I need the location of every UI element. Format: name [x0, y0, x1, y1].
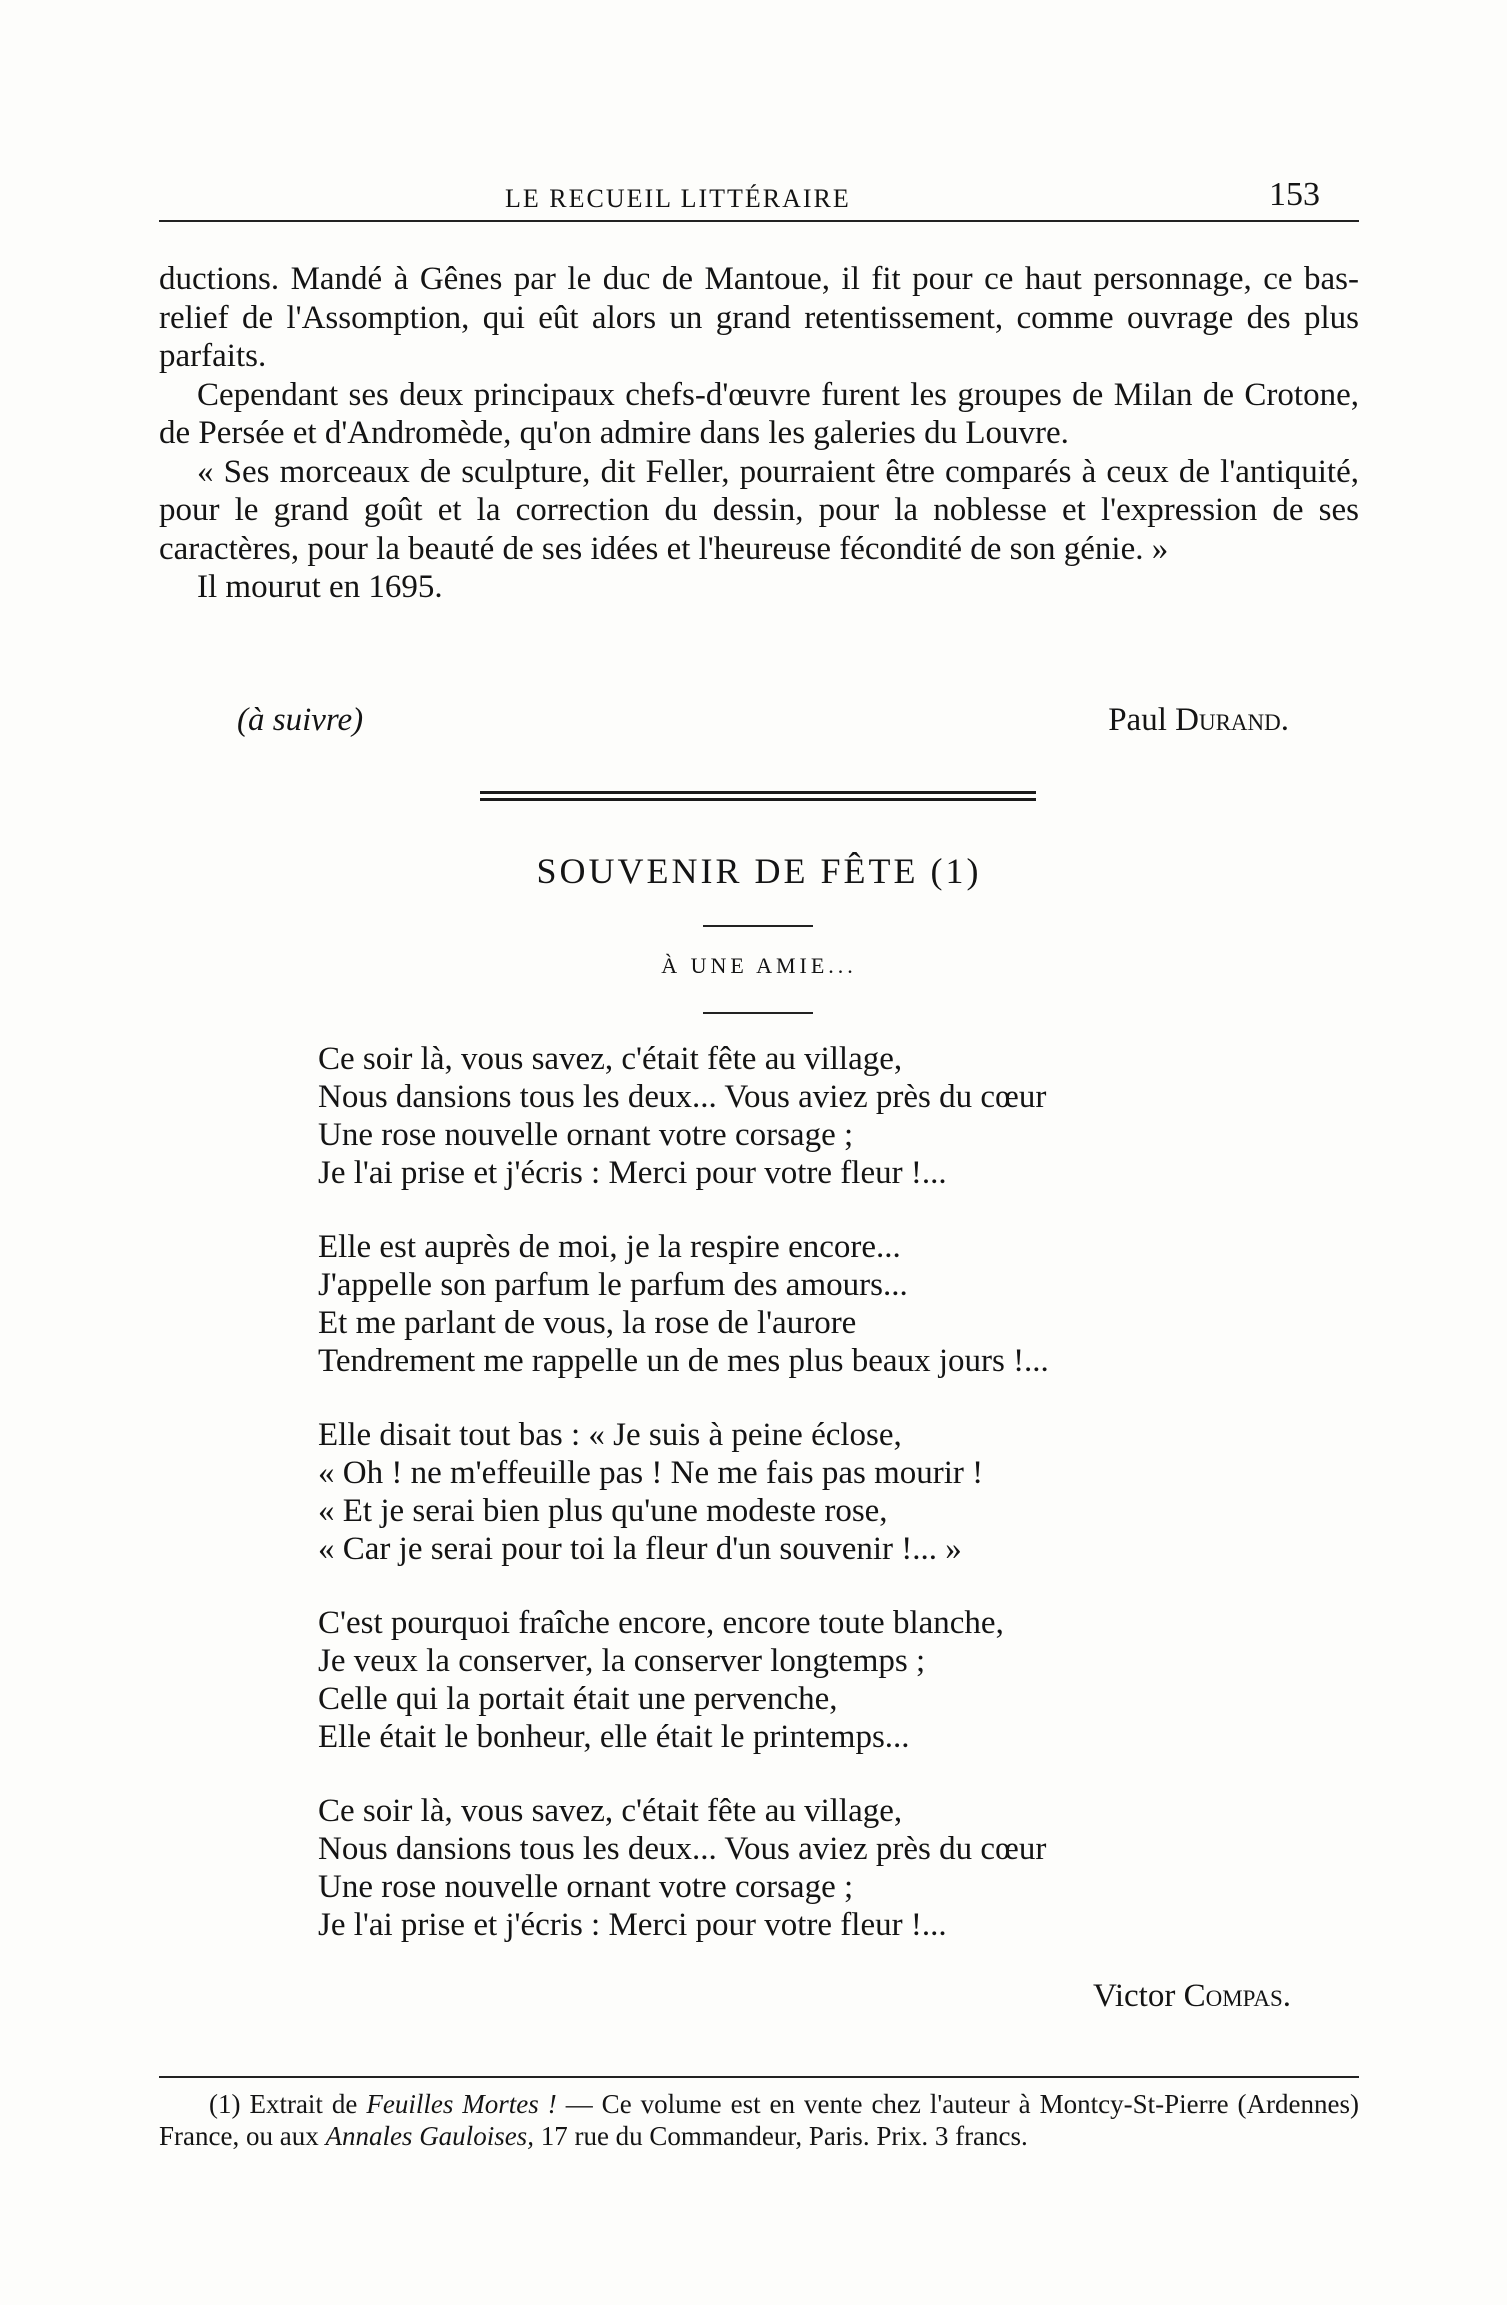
- verse-line: J'appelle son parfum le parfum des amours...: [318, 1267, 908, 1303]
- verse-line: Celle qui la portait était une pervenche,: [318, 1681, 838, 1717]
- stanza: [318, 1040, 1049, 1192]
- prose-paragraph: Il mourut en 1695.: [197, 569, 443, 605]
- footnote-book-title: Feuilles Mortes !: [366, 2089, 557, 2119]
- prose-author-last: Durand.: [1175, 702, 1289, 738]
- header-rule: [159, 220, 1359, 222]
- running-title: LE RECUEIL LITTÉRAIRE: [505, 184, 851, 213]
- verse-line: Ce soir là, vous savez, c'était fête au village,: [318, 1041, 903, 1077]
- verse-line: Elle est auprès de moi, je la respire encore...: [318, 1229, 901, 1265]
- dedication-rule: [703, 1012, 813, 1014]
- footnote: [159, 2088, 1359, 2152]
- prose-signature-row: [159, 702, 1289, 742]
- verse-line: Nous dansions tous les deux... Vous aviez près du cœur: [318, 1079, 1047, 1115]
- continued-note: (à suivre): [237, 702, 364, 738]
- verse-line: « Et je serai bien plus qu'une modeste rose,: [318, 1493, 888, 1529]
- poem-author: [1093, 1978, 1291, 2015]
- poem-title: SOUVENIR DE FÊTE (1): [536, 851, 982, 891]
- verse-line: « Oh ! ne m'effeuille pas ! Ne me fais pas mourir !: [318, 1455, 984, 1491]
- poem-author-first: Victor: [1093, 1978, 1176, 2014]
- verse-line: Elle disait tout bas : « Je suis à peine éclose,: [318, 1417, 902, 1453]
- footnote-text: Extrait de: [249, 2089, 358, 2119]
- footnote-text: 17 rue du Commandeur, Paris. Prix. 3 francs.: [540, 2121, 1028, 2151]
- footnote-marker: (1): [209, 2089, 241, 2119]
- verse-line: Je l'ai prise et j'écris : Merci pour votre fleur !...: [318, 1907, 947, 1943]
- verse-line: Elle était le bonheur, elle était le printemps...: [318, 1719, 910, 1755]
- verse-line: Je veux la conserver, la conserver longtemps ;: [318, 1643, 926, 1679]
- prose-author-first: Paul: [1108, 702, 1167, 738]
- stanza: [318, 1792, 1049, 1944]
- stanza: [318, 1604, 1049, 1756]
- section-divider: [480, 791, 1036, 805]
- stanza: [318, 1416, 1049, 1568]
- page-number: 153: [1269, 176, 1320, 213]
- poem-author-last: Compas.: [1183, 1978, 1291, 2014]
- running-header: [159, 176, 1359, 222]
- poem-body: [318, 1040, 1049, 1980]
- footnote-journal-title: Annales Gauloises,: [325, 2121, 534, 2151]
- verse-line: Une rose nouvelle ornant votre corsage ;: [318, 1869, 854, 1905]
- verse-line: Une rose nouvelle ornant votre corsage ;: [318, 1117, 854, 1153]
- verse-line: C'est pourquoi fraîche encore, encore toute blanche,: [318, 1605, 1004, 1641]
- prose-paragraph: « Ses morceaux de sculpture, dit Feller, pourraient être comparés à ceux de l'antiquité, pour le grand goût et la correction du dessin, pour la noblesse et l'expression de ses caractères, pour la beauté de ses idées et l'heureuse fécondité de son génie. »: [159, 453, 1359, 567]
- verse-line: Ce soir là, vous savez, c'était fête au village,: [318, 1793, 903, 1829]
- verse-line: Nous dansions tous les deux... Vous aviez près du cœur: [318, 1831, 1047, 1867]
- verse-line: Tendrement me rappelle un de mes plus beaux jours !...: [318, 1343, 1049, 1379]
- footnote-rule: [159, 2076, 1359, 2078]
- prose-paragraph: Cependant ses deux principaux chefs-d'œuvre furent les groupes de Milan de Crotone, de Persée et d'Andromède, qu'on admire dans les galeries du Louvre.: [159, 376, 1359, 451]
- verse-line: Et me parlant de vous, la rose de l'aurore: [318, 1305, 857, 1341]
- prose-paragraph: ductions. Mandé à Gênes par le duc de Mantoue, il fit pour ce haut personnage, ce bas-relief de l'Assomption, qui eût alors un grand retentissement, comme ouvrage des plus parfaits.: [159, 261, 1359, 374]
- poem-dedication: À UNE AMIE...: [661, 953, 857, 978]
- title-rule: [703, 925, 813, 927]
- prose-section: [159, 260, 1359, 607]
- verse-line: Je l'ai prise et j'écris : Merci pour votre fleur !...: [318, 1155, 947, 1191]
- footnote-text: — Ce volume est en vente chez l'auteur à Montcy-St-Pierre (Ardennes) France, ou aux: [159, 2089, 1359, 2151]
- stanza: [318, 1228, 1049, 1380]
- prose-author: [1108, 702, 1289, 739]
- verse-line: « Car je serai pour toi la fleur d'un souvenir !... »: [318, 1531, 962, 1567]
